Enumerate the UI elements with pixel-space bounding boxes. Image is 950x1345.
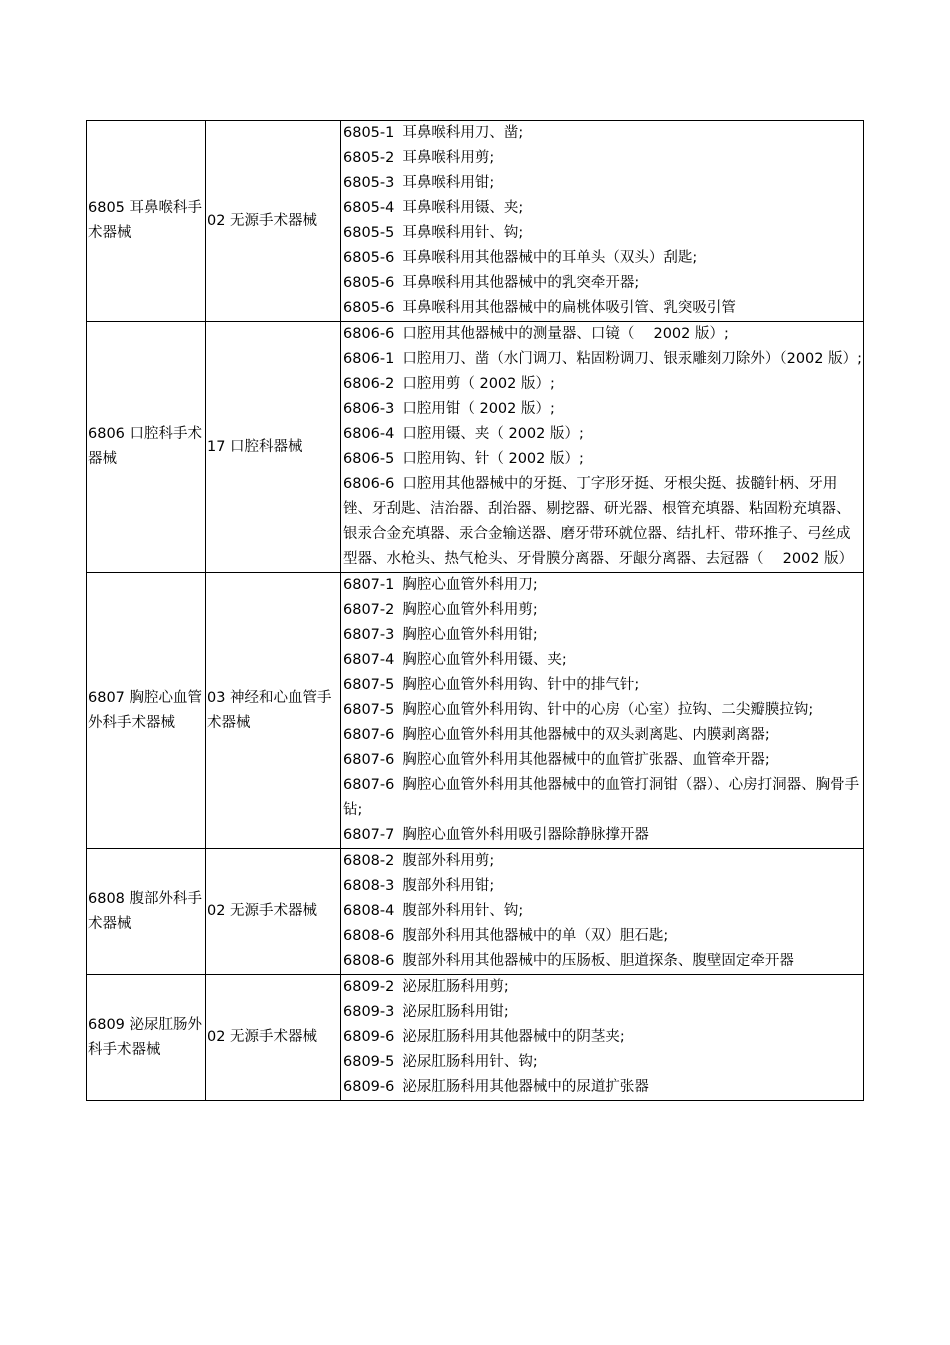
item-text: 胸腔心血管外科用剪; [402,602,538,618]
item-code: 6808-2 [343,853,395,869]
item-code: 6807-7 [343,827,395,843]
item-text: 腹部外科用其他器械中的单（双）胆石匙; [402,928,669,944]
item-text: 泌尿肛肠科用钳; [402,1004,509,1020]
classification-name: 02 无源手术器械 [207,1029,318,1045]
list-item [343,1050,863,1075]
table-row [87,849,864,975]
item-code: 6805-1 [343,125,395,141]
item-code: 6808-3 [343,878,395,894]
items-cell [341,573,864,849]
item-code: 6805-6 [343,250,395,266]
item-code: 6807-5 [343,677,395,693]
item-code: 6809-6 [343,1079,395,1095]
list-item [343,924,863,949]
device-classification-table [86,120,864,1101]
list-item [343,623,863,648]
list-item [343,748,863,773]
item-text: 耳鼻喉科用其他器械中的乳突牵开器; [402,275,640,291]
item-code: 6807-1 [343,577,395,593]
item-text: 胸腔心血管外科用钩、针中的排气针; [402,677,640,693]
items-cell [341,849,864,975]
list-item [343,849,863,874]
item-code: 6807-5 [343,702,395,718]
item-text: 口腔用其他器械中的测量器、口镜（ 2002 版）; [402,326,729,342]
list-item [343,598,863,623]
item-text: 腹部外科用钳; [402,878,495,894]
list-item [343,472,863,572]
classification-cell [206,975,341,1101]
item-code: 6806-1 [343,351,395,367]
item-text: 口腔用刀、凿（水门调刀、粘固粉调刀、银汞雕刻刀除外）（2002 版）; [402,351,863,367]
item-text: 口腔用镊、夹（ 2002 版）; [402,426,584,442]
item-text: 泌尿肛肠科用其他器械中的尿道扩张器 [402,1079,649,1095]
item-code: 6808-6 [343,953,395,969]
classification-name: 03 神经和心血管手术器械 [207,689,332,731]
list-item [343,823,863,848]
item-code: 6807-6 [343,777,395,793]
table-body [87,121,864,1101]
classification-cell [206,121,341,322]
item-code: 6805-4 [343,200,395,216]
list-item [343,874,863,899]
list-item [343,296,863,321]
classification-cell [206,322,341,573]
list-item [343,1025,863,1050]
item-text: 腹部外科用其他器械中的压肠板、胆道探条、腹壁固定牵开器 [402,953,794,969]
list-item [343,673,863,698]
item-code: 6806-6 [343,326,395,342]
list-item [343,246,863,271]
item-code: 6808-4 [343,903,395,919]
item-code: 6809-3 [343,1004,395,1020]
classification-name: 02 无源手术器械 [207,212,318,229]
item-code: 6805-6 [343,300,395,316]
category-name: 6805 耳鼻喉科手术器械 [88,200,203,241]
items-list [341,975,863,1100]
items-cell [341,322,864,573]
item-text: 胸腔心血管外科用刀; [402,577,538,593]
item-text: 耳鼻喉科用刀、凿; [402,125,524,141]
item-text: 腹部外科用针、钩; [402,903,524,919]
item-code: 6805-6 [343,275,395,291]
item-text: 胸腔心血管外科用其他器械中的血管扩张器、血管牵开器; [402,752,770,768]
items-list [341,573,863,848]
category-cell [87,322,206,573]
item-text: 耳鼻喉科用钳; [402,175,495,191]
table-row [87,121,864,322]
item-text: 耳鼻喉科用镊、夹; [402,200,524,216]
items-list [341,322,863,572]
list-item [343,347,863,372]
item-text: 泌尿肛肠科用剪; [402,979,509,995]
item-text: 泌尿肛肠科用其他器械中的阴茎夹; [402,1029,625,1045]
item-text: 腹部外科用剪; [402,853,495,869]
category-name: 6808 腹部外科手术器械 [88,890,203,932]
item-code: 6809-5 [343,1054,395,1070]
items-cell [341,975,864,1101]
list-item [343,773,863,823]
category-name: 6809 泌尿肛肠外科手术器械 [88,1016,203,1058]
item-code: 6806-2 [343,376,395,392]
item-code: 6809-2 [343,979,395,995]
list-item [343,648,863,673]
list-item [343,322,863,347]
item-text: 耳鼻喉科用剪; [402,150,495,166]
table-row [87,975,864,1101]
classification-name: 17 口腔科器械 [207,438,303,455]
list-item [343,422,863,447]
list-item [343,171,863,196]
category-name: 6806 口腔科手术器械 [88,426,203,467]
item-text: 胸腔心血管外科用钩、针中的心房（心室）拉钩、二尖瓣膜拉钩; [402,702,814,718]
list-item [343,271,863,296]
items-list [341,849,863,974]
category-cell [87,573,206,849]
item-code: 6806-5 [343,451,395,467]
list-item [343,723,863,748]
list-item [343,1000,863,1025]
item-code: 6806-3 [343,401,395,417]
item-text: 口腔用其他器械中的牙挺、丁字形牙挺、牙根尖挺、拔髓针柄、牙用锉、牙刮匙、洁治器、刮治器、剔挖器、研光器、根管充填器、粘固粉充填器、银汞合金充填器、汞合金输送器、磨牙带环就位器、结扎杆、带环推子、弓丝成型器、水枪头、热气枪头、牙骨膜分离器、牙龈分离器、去冠器（ 2002 版） [343,476,854,567]
table-row [87,573,864,849]
list-item [343,397,863,422]
item-code: 6807-2 [343,602,395,618]
item-text: 口腔用钩、针（ 2002 版）; [402,451,584,467]
item-text: 耳鼻喉科用其他器械中的耳单头（双头）刮匙; [402,250,698,266]
list-item [343,949,863,974]
category-cell [87,849,206,975]
item-code: 6806-6 [343,476,395,492]
list-item [343,196,863,221]
item-text: 胸腔心血管外科用其他器械中的血管打洞钳（器）、心房打洞器、胸骨手钻; [343,777,860,818]
item-code: 6807-3 [343,627,395,643]
list-item [343,447,863,472]
list-item [343,146,863,171]
item-text: 胸腔心血管外科用吸引器除静脉撑开器 [402,827,649,843]
classification-cell [206,573,341,849]
list-item [343,899,863,924]
list-item [343,221,863,246]
list-item [343,573,863,598]
category-name: 6807 胸腔心血管外科手术器械 [88,689,203,731]
items-cell [341,121,864,322]
item-code: 6807-4 [343,652,395,668]
category-cell [87,121,206,322]
list-item [343,121,863,146]
item-text: 胸腔心血管外科用其他器械中的双头剥离匙、内膜剥离器; [402,727,770,743]
item-text: 胸腔心血管外科用钳; [402,627,538,643]
item-code: 6807-6 [343,752,395,768]
item-code: 6806-4 [343,426,395,442]
list-item [343,975,863,1000]
list-item [343,1075,863,1100]
list-item [343,372,863,397]
item-code: 6807-6 [343,727,395,743]
item-text: 泌尿肛肠科用针、钩; [402,1054,538,1070]
items-list [341,121,863,321]
item-text: 口腔用剪（ 2002 版）; [402,376,555,392]
item-code: 6805-3 [343,175,395,191]
item-code: 6809-6 [343,1029,395,1045]
item-text: 耳鼻喉科用针、钩; [402,225,524,241]
classification-name: 02 无源手术器械 [207,903,318,919]
item-code: 6808-6 [343,928,395,944]
item-text: 胸腔心血管外科用镊、夹; [402,652,567,668]
classification-cell [206,849,341,975]
item-text: 口腔用钳（ 2002 版）; [402,401,555,417]
list-item [343,698,863,723]
item-text: 耳鼻喉科用其他器械中的扁桃体吸引管、乳突吸引管 [402,300,736,316]
table-row [87,322,864,573]
item-code: 6805-5 [343,225,395,241]
category-cell [87,975,206,1101]
item-code: 6805-2 [343,150,395,166]
